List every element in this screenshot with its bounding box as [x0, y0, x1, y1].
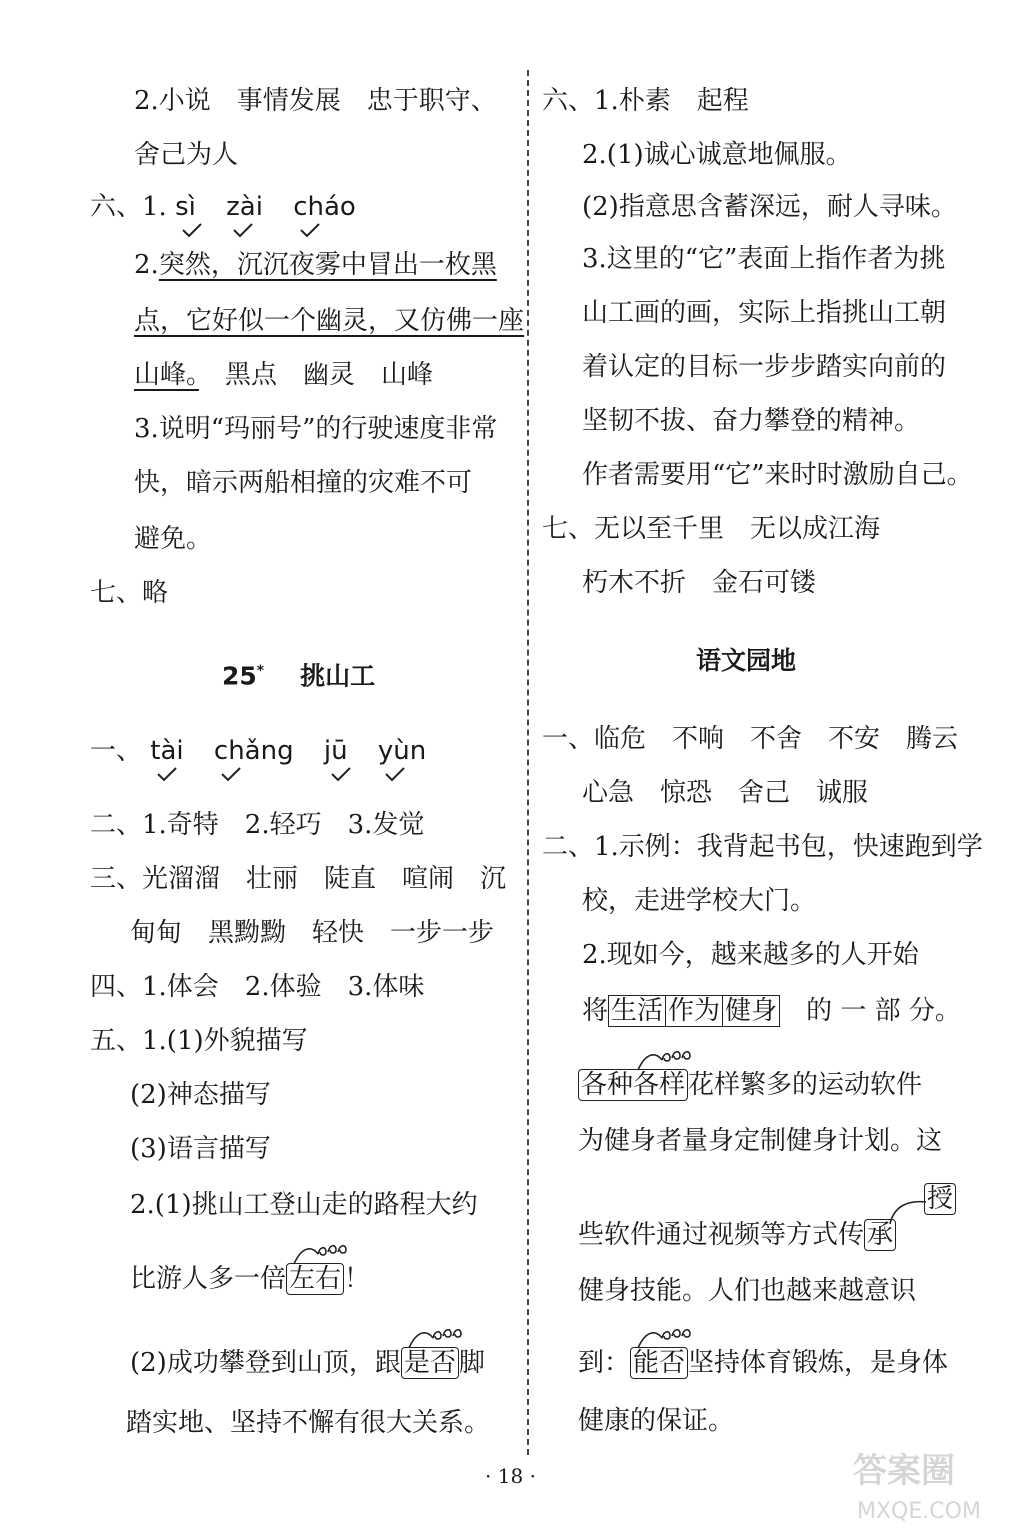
item-label: 一、 [90, 736, 143, 766]
text-line: 六、1.朴素 起程 [542, 86, 749, 116]
text-line: 朽木不折 金石可镂 [582, 568, 817, 598]
text-line: 快，暗示两船相撞的灾难不可 [134, 468, 473, 498]
text-line [134, 304, 524, 338]
lesson-title: 挑山工 [300, 661, 376, 691]
pinyin-item: sì [175, 190, 196, 224]
text-line: 各种各样 花样繁多的运动软件 [578, 1068, 922, 1102]
text-line: 四、1.体会 2.体验 3.体味 [90, 972, 425, 1002]
check-icon [156, 766, 178, 782]
page-number: · 18 · [485, 1464, 536, 1488]
text-line: 2.现如今，越来越多的人开始 [582, 940, 919, 970]
pinyin-item: zài [226, 190, 263, 224]
pinyin-line [90, 734, 448, 768]
text-line: 舍己为人 [134, 140, 239, 170]
text-line: (2)指意思含蓄深远，耐人寻味。 [582, 192, 957, 222]
pinyin-item: tài [150, 734, 183, 768]
text-line: (3)语言描写 [130, 1134, 271, 1164]
watermark-subtext: MXQE.COM [857, 1499, 981, 1524]
check-icon [330, 766, 352, 782]
text-line: 心急 惊恐 舍己 诚服 [582, 778, 869, 808]
check-icon [384, 766, 406, 782]
text-line: 甸甸 黑黝黝 轻快 一步一步 [130, 918, 495, 948]
correction-box: 作为 [666, 995, 723, 1027]
pinyin-item: jū [324, 734, 348, 768]
check-icon [181, 222, 203, 238]
text-line: 到： 能否 坚持体育锻炼，是身体 [578, 1346, 948, 1380]
text-line: (2)神态描写 [130, 1080, 271, 1110]
text-line: 七、略 [90, 578, 169, 608]
deletion-mark-icon [636, 1048, 696, 1072]
text-line: 五、1.(1)外貌描写 [90, 1026, 308, 1056]
insertion-box: 授 [924, 1183, 956, 1215]
check-icon [299, 222, 321, 238]
underlined-sentence: 点，它好似一个幽灵，又仿佛一座 [134, 306, 525, 336]
text-line: (2)成功攀登到山顶，跟 是否 脚 [130, 1346, 485, 1380]
lesson-star: * [256, 663, 265, 679]
deletion-mark-icon [407, 1326, 467, 1350]
text-line: 健康的保证。 [578, 1406, 735, 1436]
text-line: 坚韧不拔、奋力攀登的精神。 [582, 406, 921, 436]
lesson-number: 25 [222, 661, 257, 691]
text-line: 些软件通过视频等方式传 承 [578, 1218, 896, 1252]
underlined-sentence: 突然，沉沉夜雾中冒出一枚黑 [158, 250, 497, 280]
text-line: 为健身者量身定制健身计划。这 [578, 1126, 943, 1156]
correction-box: 生活 [608, 995, 666, 1027]
text-line: 着认定的目标一步步踏实向前的 [582, 352, 947, 382]
text-line: 2.突然，沉沉夜雾中冒出一枚黑 [134, 250, 497, 280]
text-line: 2.小说 事情发展 忠于职守、 [134, 86, 497, 116]
section-title: 语文园地 [696, 646, 797, 675]
text-line: 3.这里的“它”表面上指作者为挑 [582, 244, 946, 274]
text-line: 2.(1)挑山工登山走的路程大约 [130, 1190, 478, 1220]
check-icon [220, 766, 242, 782]
deletion-box: 能否 [630, 1347, 688, 1379]
text-line: 二、1.示例：我背起书包，快速跑到学 [542, 832, 983, 862]
text-line: 作者需要用“它”来时时激励自己。 [582, 460, 973, 490]
deletion-box: 是否 [401, 1347, 459, 1379]
replaced-box: 承 [864, 1219, 896, 1251]
item-label: 六、1. [90, 192, 167, 222]
text-line: 比游人多一倍 左右 ！ [130, 1262, 370, 1296]
lesson-heading [222, 654, 375, 693]
watermark-text: 答案圈 [853, 1451, 955, 1491]
text-line: 山工画的画，实际上指挑山工朝 [582, 298, 947, 328]
text-line: 一、临危 不响 不舍 不安 腾云 [542, 724, 959, 754]
pinyin-item: chǎng [214, 734, 294, 768]
text-line: 二、1.奇特 2.轻巧 3.发觉 [90, 810, 425, 840]
column-divider [527, 70, 529, 1455]
deletion-mark-icon [636, 1326, 696, 1350]
watermark-logo [843, 1438, 1013, 1528]
correction-box: 健身 [723, 995, 780, 1027]
text-line: 3.说明“玛丽号”的行驶速度非常 [134, 414, 498, 444]
pinyin-item: yùn [378, 734, 426, 768]
insertion-mark [924, 1182, 956, 1216]
text-line: 健身技能。人们也越来越意识 [578, 1276, 917, 1306]
deletion-mark-icon [292, 1242, 352, 1266]
underlined-sentence: 山峰。 [134, 360, 200, 390]
text-line: 踏实地、坚持不懈有很大关系。 [126, 1408, 491, 1438]
deletion-box: 各种各样 [578, 1069, 688, 1101]
text-line: 校，走进学校大门。 [582, 886, 817, 916]
text-line: 山峰。 黑点 幽灵 山峰 [134, 360, 434, 390]
text-line: 七、无以至千里 无以成江海 [542, 514, 881, 544]
pinyin-item: cháo [293, 190, 356, 224]
deletion-box: 左右 [286, 1263, 344, 1295]
pinyin-line [90, 190, 378, 224]
text-line: 三、光溜溜 壮丽 陡直 喧闹 沉 [90, 864, 507, 894]
text-line: 将 生活 作为 健身 的 一 部 分。 [582, 996, 961, 1026]
text-line: 避免。 [134, 524, 213, 554]
text-line: 2.(1)诚心诚意地佩服。 [582, 140, 852, 170]
check-icon [232, 222, 254, 238]
